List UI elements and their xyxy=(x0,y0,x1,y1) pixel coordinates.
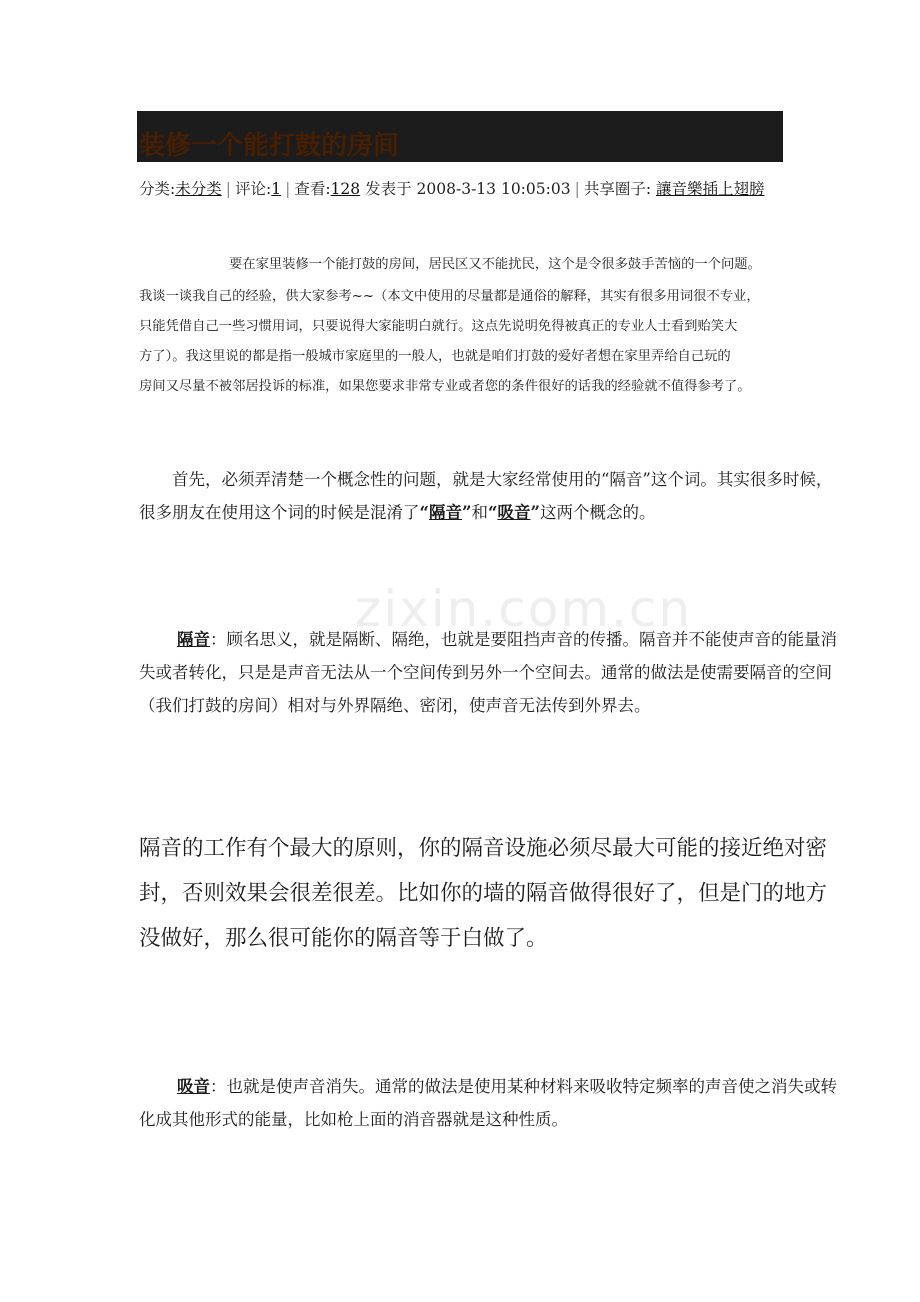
intro-line: 我谈一谈我自己的经验，供大家参考~~（本文中使用的尽量都是通俗的解释，其实有很多用词很不专业， xyxy=(139,289,760,304)
intro-line: 要在家里装修一个能打鼓的房间，居民区又不能扰民，这个是令很多鼓手苦恼的一个问题。 xyxy=(229,257,761,272)
term-isolation: 隔音 xyxy=(429,503,462,522)
views-link[interactable]: 128 xyxy=(330,180,361,198)
intro-paragraph xyxy=(139,250,839,402)
absorption-paragraph xyxy=(139,1070,837,1136)
principle-paragraph: 隔音的工作有个最大的原则，你的隔音设施必须尽最大可能的接近绝对密封，否则效果会很差很差。比如你的墙的隔音做得很好了，但是门的地方没做好，那么很可能你的隔音等于白做了。 xyxy=(139,836,828,951)
separator: | xyxy=(285,180,291,198)
concept-text: 首先，必须弄清楚一个概念性的问题，就是大家经常使用的“隔音”这个词。其实很多时候，很多朋友在使用这个词的时候是混淆了 xyxy=(139,470,833,522)
views-label: 查看: xyxy=(294,180,331,198)
intro-line: 只能凭借自己一些习惯用词，只要说得大家能明白就行。这点先说明免得被真正的专业人士看到贻笑大 xyxy=(139,319,738,334)
separator: | xyxy=(225,180,231,198)
watermark: zixin.com.cn xyxy=(355,580,693,638)
intro-line: 房间又尽量不被邻居投诉的标准，如果您要求非常专业或者您的条件很好的话我的经验就不值得参考了。 xyxy=(139,379,751,394)
absorption-text: ：也就是使声音消失。通常的做法是使用某种材料来吸收特定频率的声音使之消失或转化成其他形式的能量，比如枪上面的消音器就是这种性质。 xyxy=(139,1077,837,1129)
separator: | xyxy=(574,180,580,198)
category-label: 分类: xyxy=(139,180,176,198)
isolation-paragraph xyxy=(139,623,837,722)
concept-text: 和 xyxy=(471,503,488,522)
intro-line: 方了）。我这里说的都是指一般城市家庭里的一般人，也就是咱们打鼓的爱好者想在家里弄给自己玩的 xyxy=(139,349,731,364)
quote-mark: ” xyxy=(530,503,540,522)
share-label: 共享圈子: xyxy=(583,180,652,198)
quote-mark: ” xyxy=(462,503,472,522)
quote-mark: “ xyxy=(488,503,498,522)
title-bar xyxy=(137,111,783,162)
post-meta xyxy=(139,175,789,203)
term-absorption: 吸音 xyxy=(497,503,531,522)
concept-paragraph xyxy=(139,463,834,529)
term-isolation: 隔音 xyxy=(176,630,210,649)
concept-text: 这两个概念的。 xyxy=(540,503,656,522)
category-link[interactable]: 未分类 xyxy=(175,180,222,198)
comments-link[interactable]: 1 xyxy=(271,180,282,198)
quote-mark: “ xyxy=(419,503,429,522)
post-date: 发表于 2008-3-13 10:05:03 xyxy=(365,180,571,198)
term-absorption: 吸音 xyxy=(176,1077,210,1096)
share-circle-link[interactable]: 讓音樂插上翅膀 xyxy=(655,180,765,198)
isolation-text: ：顾名思义，就是隔断、隔绝，也就是要阻挡声音的传播。隔音并不能使声音的能量消失或者转化，只是是声音无法从一个空间传到另外一个空间去。通常的做法是使需要隔音的空间（我们打鼓的房间）相对与外界隔绝、密闭，使声音无法传到外界去。 xyxy=(139,630,837,715)
page-title: 装修一个能打鼓的房间 xyxy=(139,131,400,161)
comments-label: 评论: xyxy=(234,180,272,198)
